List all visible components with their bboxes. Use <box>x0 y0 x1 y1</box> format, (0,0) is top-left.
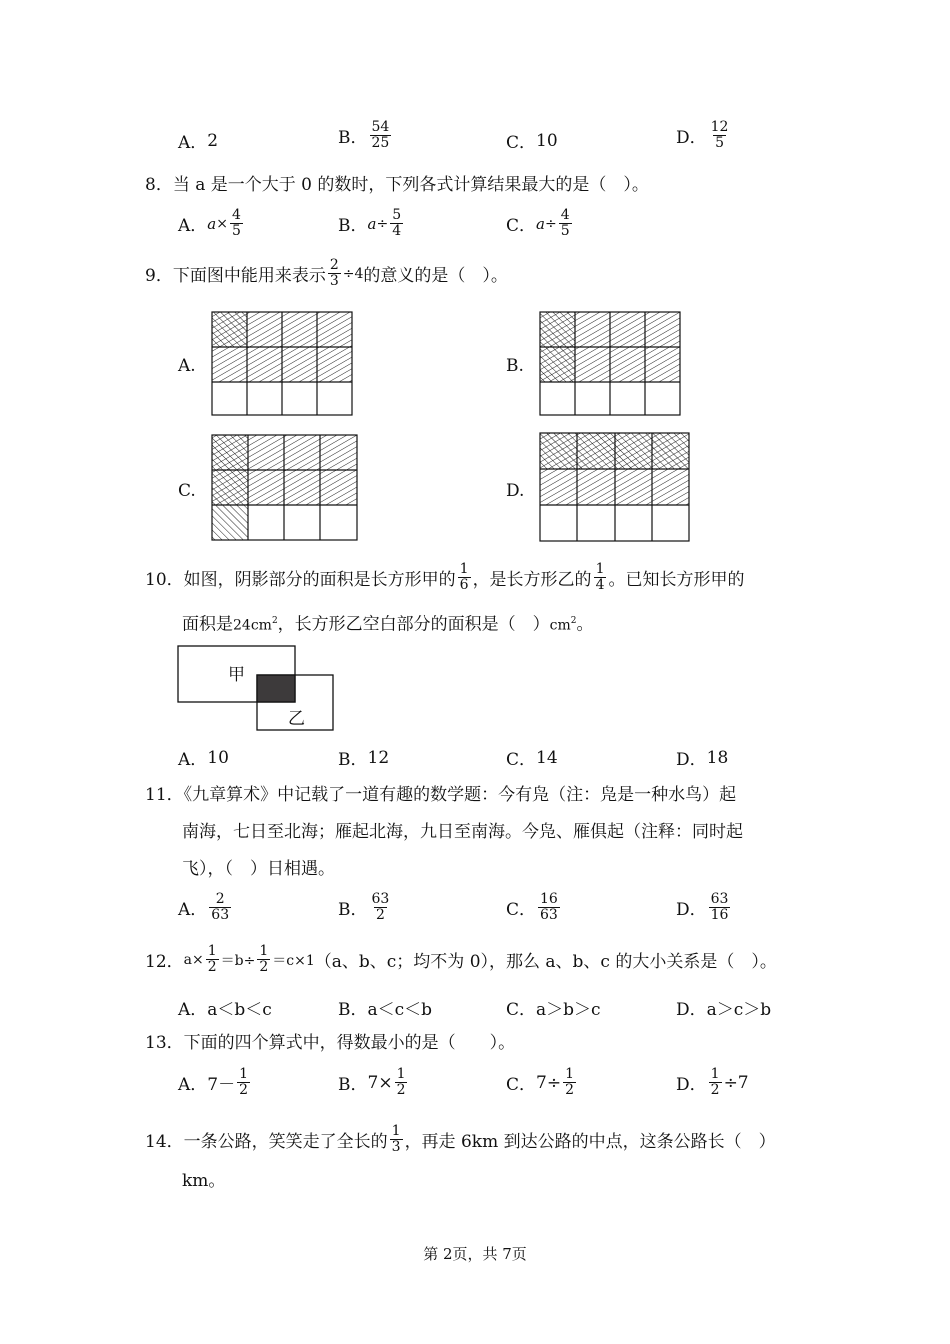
q9-label-c: C. <box>178 481 196 501</box>
q11-option-a: A． $\frac{2}{63}$ <box>178 891 230 923</box>
fraction: $\frac{1}{2}$ <box>565 1066 574 1098</box>
q9-figure-a <box>212 312 352 415</box>
q9-figure-b <box>540 312 680 415</box>
page-footer: 第 2页，共 7页 <box>423 1245 527 1263</box>
q8-option-c: C． a ÷ $\frac{4}{5}$ <box>506 207 570 239</box>
shaded-overlap <box>257 675 295 702</box>
label-jia: 甲 <box>228 665 245 685</box>
q14-stem-line2: km。 <box>182 1171 226 1191</box>
fraction: $\frac{1}{2}$ <box>259 943 269 975</box>
q10-stem-line1: 10．如图，阴影部分的面积是长方形甲的 $\frac{1}{6}$ ，是长方形乙的 $\frac{1}{4}$ 。已知长方形甲的 <box>145 561 745 593</box>
q14-stem-line1: 14．一条公路，笑笑走了全长的 $\frac{1}{3}$ ，再走 6km 到达公路的中点，这条公路长（ ） <box>145 1123 776 1155</box>
q13-option-c: C． 7÷ $\frac{1}{2}$ <box>506 1066 574 1098</box>
q12-option-d: D． a＞c＞b <box>676 1000 772 1020</box>
q10-option-c: C． 14 <box>506 747 558 770</box>
q10-option-b: B． 12 <box>338 747 390 770</box>
fraction: $\frac{1}{4}$ <box>595 561 605 593</box>
q11-option-b: B． $\frac{63}{2}$ <box>338 891 390 923</box>
fraction: $\frac{16}{63}$ <box>540 891 558 923</box>
q7-option-a: A． 2 <box>178 130 219 153</box>
q8-option-b: B． a ÷ $\frac{5}{4}$ <box>338 207 402 239</box>
fraction: $\frac{1}{2}$ <box>710 1066 720 1098</box>
q13-stem: 13．下面的四个算式中，得数最小的是（ ）。 <box>145 1033 516 1053</box>
q11-line3: 飞），（ ）日相遇。 <box>182 859 335 879</box>
q11-option-d: D． $\frac{63}{16}$ <box>676 891 729 923</box>
q11-line1: 11．《九章算术》中记载了一道有趣的数学题：今有凫（注：凫是一种水鸟）起 <box>145 785 737 805</box>
fraction: $\frac{1}{6}$ <box>459 561 469 593</box>
q8-option-a: A． a × $\frac{4}{5}$ <box>178 207 241 239</box>
fraction: $\frac{63}{2}$ <box>371 891 390 923</box>
q7-option-b: B． $\frac{54}{25}$ <box>338 119 390 151</box>
q12-stem: 12． a× $\frac{1}{2}$ ＝b÷ $\frac{1}{2}$ ＝c×1 （a、b、c；均不为 0），那么 a、b、c 的大小关系是（ ）。 <box>145 943 777 975</box>
fraction: $\frac{2}{63}$ <box>211 891 230 923</box>
fraction: $\frac{2}{3}$ <box>329 257 339 289</box>
fraction: $\frac{1}{2}$ <box>239 1066 249 1098</box>
q10-option-a: A． 10 <box>178 747 229 770</box>
q13-option-a: A． 7－ $\frac{1}{2}$ <box>178 1066 249 1098</box>
fraction: $\frac{1}{2}$ <box>207 943 217 975</box>
q11-option-c: C． $\frac{16}{63}$ <box>506 891 558 923</box>
q11-line2: 南海，七日至北海；雁起北海，九日至南海。今凫、雁俱起（注释：同时起 <box>182 822 743 842</box>
q10-stem-line2: 面积是$24cm^2$，长方形乙空白部分的面积是（ ）$cm^2$。 <box>182 614 594 635</box>
q12-option-a: A． a＜b＜c <box>178 1000 272 1020</box>
q7-option-d: D． $\frac{12}{5}$ <box>676 119 729 151</box>
fraction: $\frac{1}{2}$ <box>396 1066 406 1098</box>
fraction: $\frac{12}{5}$ <box>710 119 729 151</box>
q8-stem: 8．当 a 是一个大于 0 的数时，下列各式计算结果最大的是（ ）。 <box>145 175 649 195</box>
q12-option-b: B． a＜c＜b <box>338 1000 433 1020</box>
q9-figures <box>0 0 950 560</box>
q13-option-b: B． 7× $\frac{1}{2}$ <box>338 1066 406 1098</box>
q13-option-d: D． $\frac{1}{2}$ ÷7 <box>676 1066 749 1098</box>
q9-label-d: D. <box>506 481 525 501</box>
fraction: $\frac{4}{5}$ <box>560 207 570 239</box>
q9-label-a: A. <box>178 356 196 376</box>
q7-option-c: C． 10 <box>506 130 558 153</box>
q10-figure <box>0 640 950 740</box>
q9-stem: 9．下面图中能用来表示 $\frac{2}{3}$ ÷4 的意义的是（ ）。 <box>145 257 508 289</box>
fraction: $\frac{1}{3}$ <box>391 1123 401 1155</box>
q9-label-b: B. <box>506 356 524 376</box>
q12-option-c: C． a＞b＞c <box>506 1000 601 1020</box>
q10-option-d: D． 18 <box>676 747 729 770</box>
fraction: $\frac{4}{5}$ <box>231 207 241 239</box>
fraction: $\frac{63}{16}$ <box>710 891 729 923</box>
q9-figure-c <box>212 435 357 540</box>
label-yi: 乙 <box>288 709 305 729</box>
fraction: $\frac{5}{4}$ <box>392 207 402 239</box>
q9-figure-d <box>540 433 689 541</box>
fraction: $\frac{54}{25}$ <box>371 119 390 151</box>
